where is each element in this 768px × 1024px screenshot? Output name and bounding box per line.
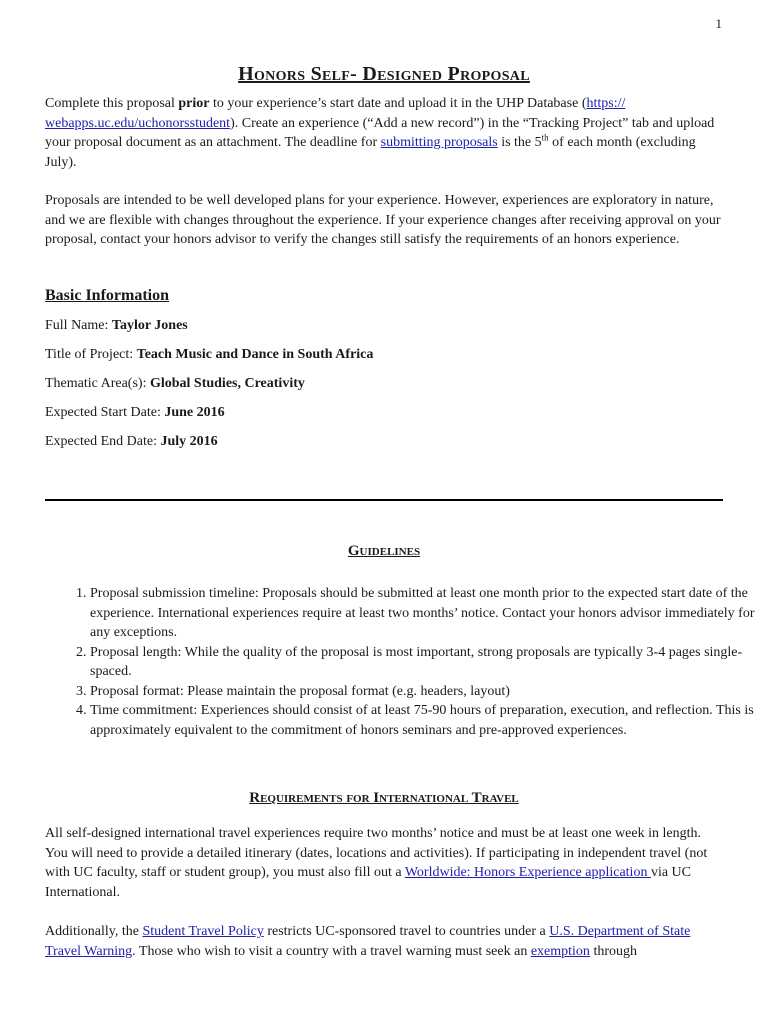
field-label: Expected End Date: [45,434,161,449]
basic-info-heading: Basic Information [45,287,169,304]
intro-text: ). Create an experience (“Add a new record”) in the “Tracking Project” tab and upload your proposal document as an attachment. The deadline for [45,115,715,150]
travel-text: Additionally, the [45,924,143,939]
full-name-field [45,318,188,334]
start-date-field [45,405,225,421]
travel-text: All self-designed international travel experiences require two months’ notice and must be at least one week in length. You will need to provide a detailed itinerary (dates, locations and activities). If participating in independent travel (not with UC faculty, staff or student group), you must also fill out a [45,826,708,880]
field-value: July 2016 [160,434,218,449]
guidelines-list [45,584,760,740]
thematic-area-field [45,376,305,392]
intro-text: of each month (excluding July). [45,135,696,170]
document-title: Honors Self- Designed Proposal [238,63,530,86]
list-item: 1. Proposal submission timeline: Proposals should be submitted at least one month prior to the expected start date of the experience. International experiences require at least two months’ notice. Contact your honors advisor immediately for any exceptions. [90,584,760,643]
intro-text: Complete this proposal [45,96,179,111]
field-label: Expected Start Date: [45,405,165,420]
field-value: June 2016 [164,405,225,420]
travel-text: restricts UC-sponsored travel to countries under a [263,924,550,939]
guidelines-heading: Guidelines [347,543,421,559]
field-label: Full Name: [45,318,112,333]
student-travel-policy-link[interactable]: Student Travel Policy [142,924,264,939]
list-item: 2. Proposal length: While the quality of the proposal is most important, strong proposals are typically 3-4 pages single-spaced. [90,643,760,682]
section-divider [45,499,723,501]
list-item: 3. Proposal format: Please maintain the proposal format (e.g. headers, layout) [90,682,760,702]
travel-text: through [589,943,637,959]
list-item: 4. Time commitment: Experiences should consist of at least 75-90 hours of preparation, execution, and reflection. This is approximately equivalent to the commitment of honors seminars and pre-approved experiences. [90,701,760,740]
field-label: Title of Project: [45,347,137,362]
travel-text: . Those who wish to visit a country with a travel warning must seek an [132,943,531,959]
intro-paragraph [45,94,725,172]
intro-text: to your experience’s start date and upload it in the UHP Database ( [209,96,587,111]
travel-text: via UC International. [45,865,692,900]
field-value: Taylor Jones [111,318,188,333]
project-title-field [45,347,373,363]
page-number: 1 [715,16,722,31]
submitting-proposals-link[interactable]: submitting proposals [380,135,498,150]
intro-text: is the 5 [497,135,542,150]
intro-emphasis: prior [178,96,210,111]
travel-paragraph [45,824,725,902]
travel-policy-paragraph [45,922,725,961]
worldwide-honors-link[interactable]: Worldwide: Honors Experience application [404,865,651,880]
exemption-link[interactable]: exemption [530,943,590,959]
uhp-database-link[interactable]: https:// webapps.uc.edu/uchonorsstudent [45,96,626,131]
end-date-field [45,434,218,450]
ordinal-superscript: th [541,132,549,143]
flexibility-paragraph: Proposals are intended to be well developed plans for your experience. However, experiences are exploratory in nature, and we are flexible with changes throughout the experience. If your experience changes after receiving approval on your proposal, contact your honors advisor to verify the changes still satisfy the requirements of an honors experience. [45,193,721,247]
field-label: Thematic Area(s): [45,376,150,391]
travel-heading: Requirements for International Travel [249,790,519,806]
state-travel-warning-link[interactable]: U.S. Department of State Travel Warning [45,924,691,959]
field-value: Global Studies, Creativity [149,376,305,391]
field-value: Teach Music and Dance in South Africa [136,347,374,362]
